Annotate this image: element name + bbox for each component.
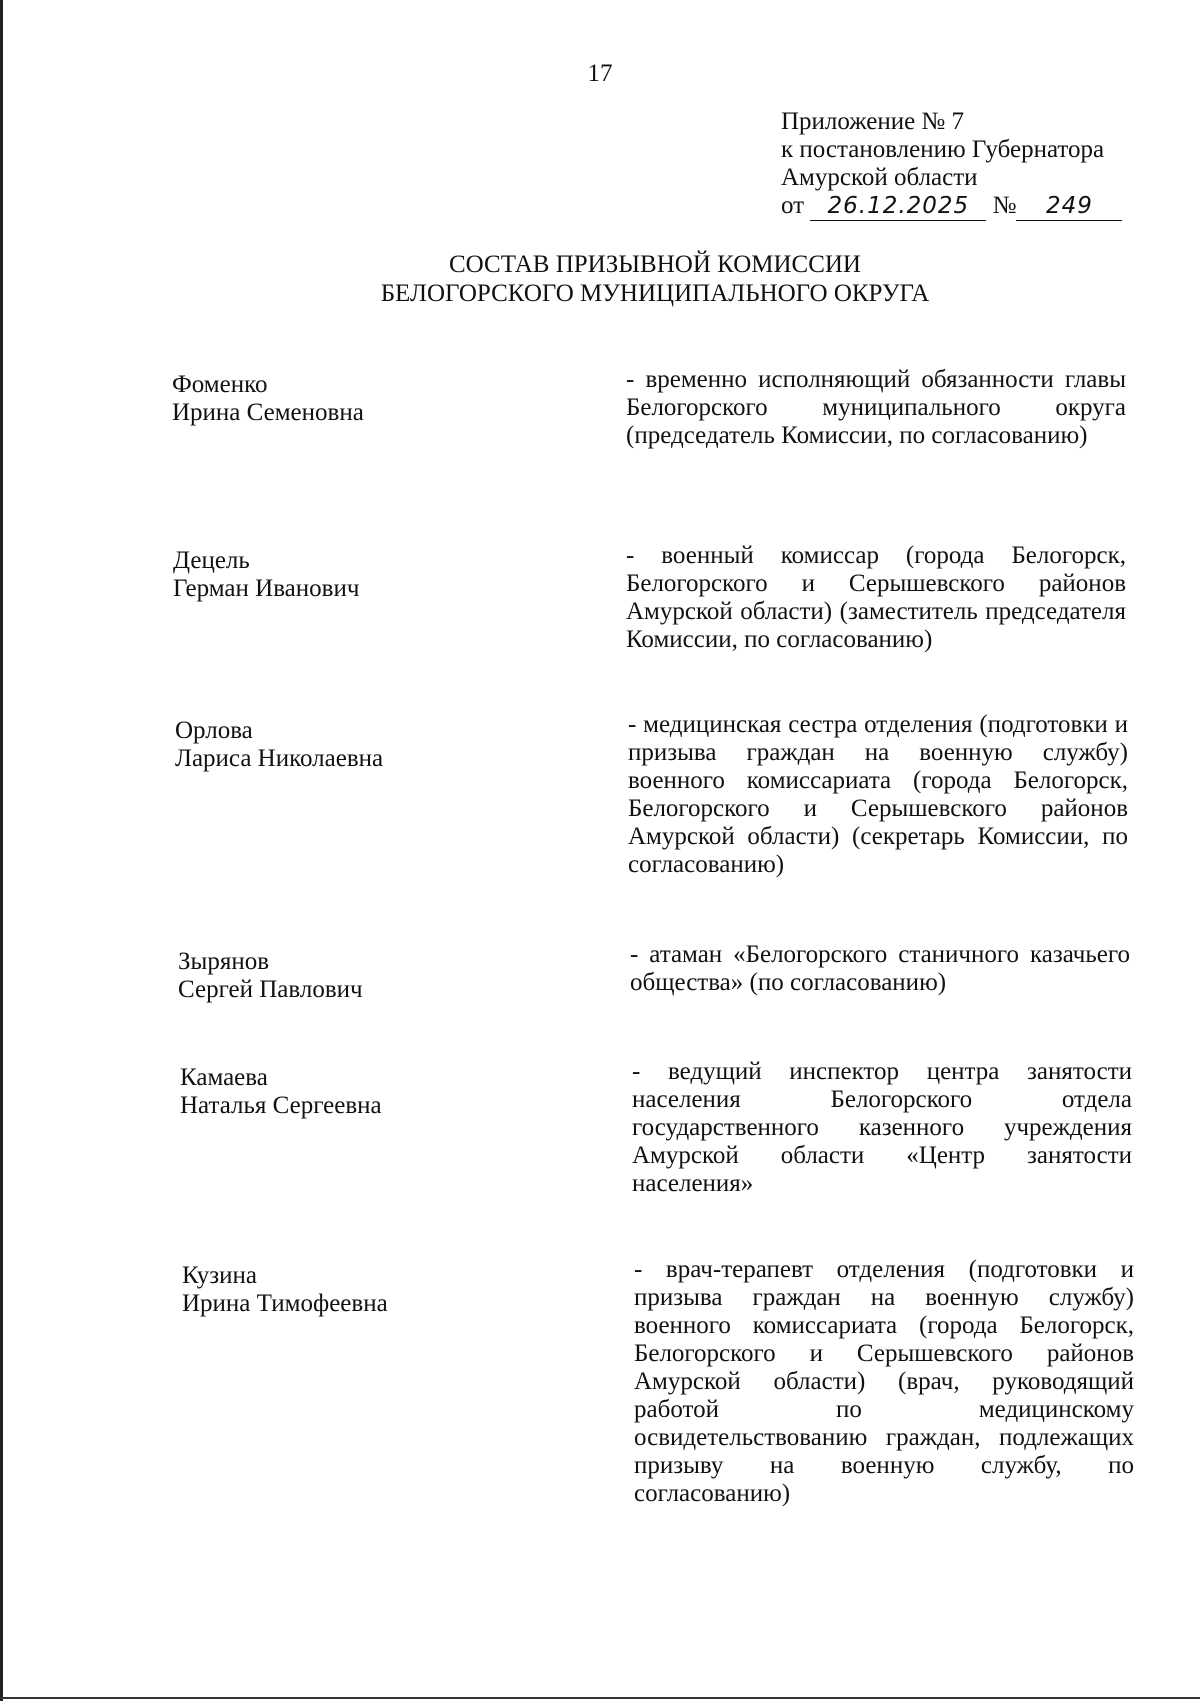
member-role: - ведущий инспектор центра занятости населения Белогорского отдела государственного казенного учреждения Амурской области «Центр занятости населения»: [632, 1058, 1132, 1197]
member-surname: Орлова: [175, 717, 253, 744]
member-name: [182, 1262, 388, 1318]
document-title: [0, 250, 1200, 308]
member-name: [173, 547, 359, 603]
member-name: [178, 948, 363, 1004]
date-prefix: от: [781, 192, 805, 219]
member-role: - военный комиссар (города Белогорск, Белогорского и Серышевского районов Амурской области) (заместитель председателя Комиссии, по согласованию): [626, 542, 1126, 653]
title-line-2: БЕЛОГОРСКОГО МУНИЦИПАЛЬНОГО ОКРУГА: [380, 280, 930, 307]
member-surname: Камаева: [180, 1064, 268, 1091]
number-prefix: №: [992, 192, 1017, 219]
member-name: [175, 717, 383, 773]
appendix-line-1: Приложение № 7: [781, 108, 965, 135]
member-surname: Кузина: [182, 1262, 258, 1289]
member-surname: Зырянов: [178, 948, 270, 975]
page-number: 17: [587, 60, 613, 87]
appendix-block: [781, 108, 1122, 221]
title-line-1: СОСТАВ ПРИЗЫВНОЙ КОМИССИИ: [449, 251, 861, 278]
member-given-name: Лариса Николаевна: [175, 745, 384, 772]
appendix-date-line: [781, 192, 1122, 221]
member-given-name: Ирина Семеновна: [172, 399, 364, 426]
handwritten-number: 249: [1016, 192, 1122, 221]
scan-edge-bottom: [0, 1697, 1200, 1699]
member-given-name: Ирина Тимофеевна: [182, 1290, 388, 1317]
member-name: [172, 371, 364, 427]
member-given-name: Наталья Сергеевна: [180, 1092, 382, 1119]
member-given-name: Сергей Павлович: [178, 976, 363, 1003]
member-role: - медицинская сестра отделения (подготовки и призыва граждан на военную службу) военного комиссариата (города Белогорск, Белогорского и Серышевского районов Амурской области) (секретарь Комиссии, по согласованию): [628, 711, 1128, 878]
handwritten-date: 26.12.2025: [810, 192, 986, 221]
member-given-name: Герман Иванович: [173, 575, 360, 602]
member-role: - атаман «Белогорского станичного казачьего общества» (по согласованию): [630, 941, 1130, 996]
member-surname: Фоменко: [172, 371, 268, 398]
member-role: - врач-терапевт отделения (подготовки и призыва граждан на военную службу) военного комиссариата (города Белогорск, Белогорского и Серышевского районов Амурской области) (врач, руководящий работой по медицинскому освидетельствованию граждан, подлежащих призыву на военную службу, по согласованию): [634, 1256, 1134, 1507]
appendix-line-2: к постановлению Губернатора: [781, 136, 1105, 163]
member-surname: Децель: [173, 547, 250, 574]
member-name: [180, 1064, 382, 1120]
appendix-line-3: Амурской области: [781, 164, 978, 191]
member-role: - временно исполняющий обязанности главы Белогорского муниципального округа (председатель Комиссии, по согласованию): [626, 366, 1126, 449]
